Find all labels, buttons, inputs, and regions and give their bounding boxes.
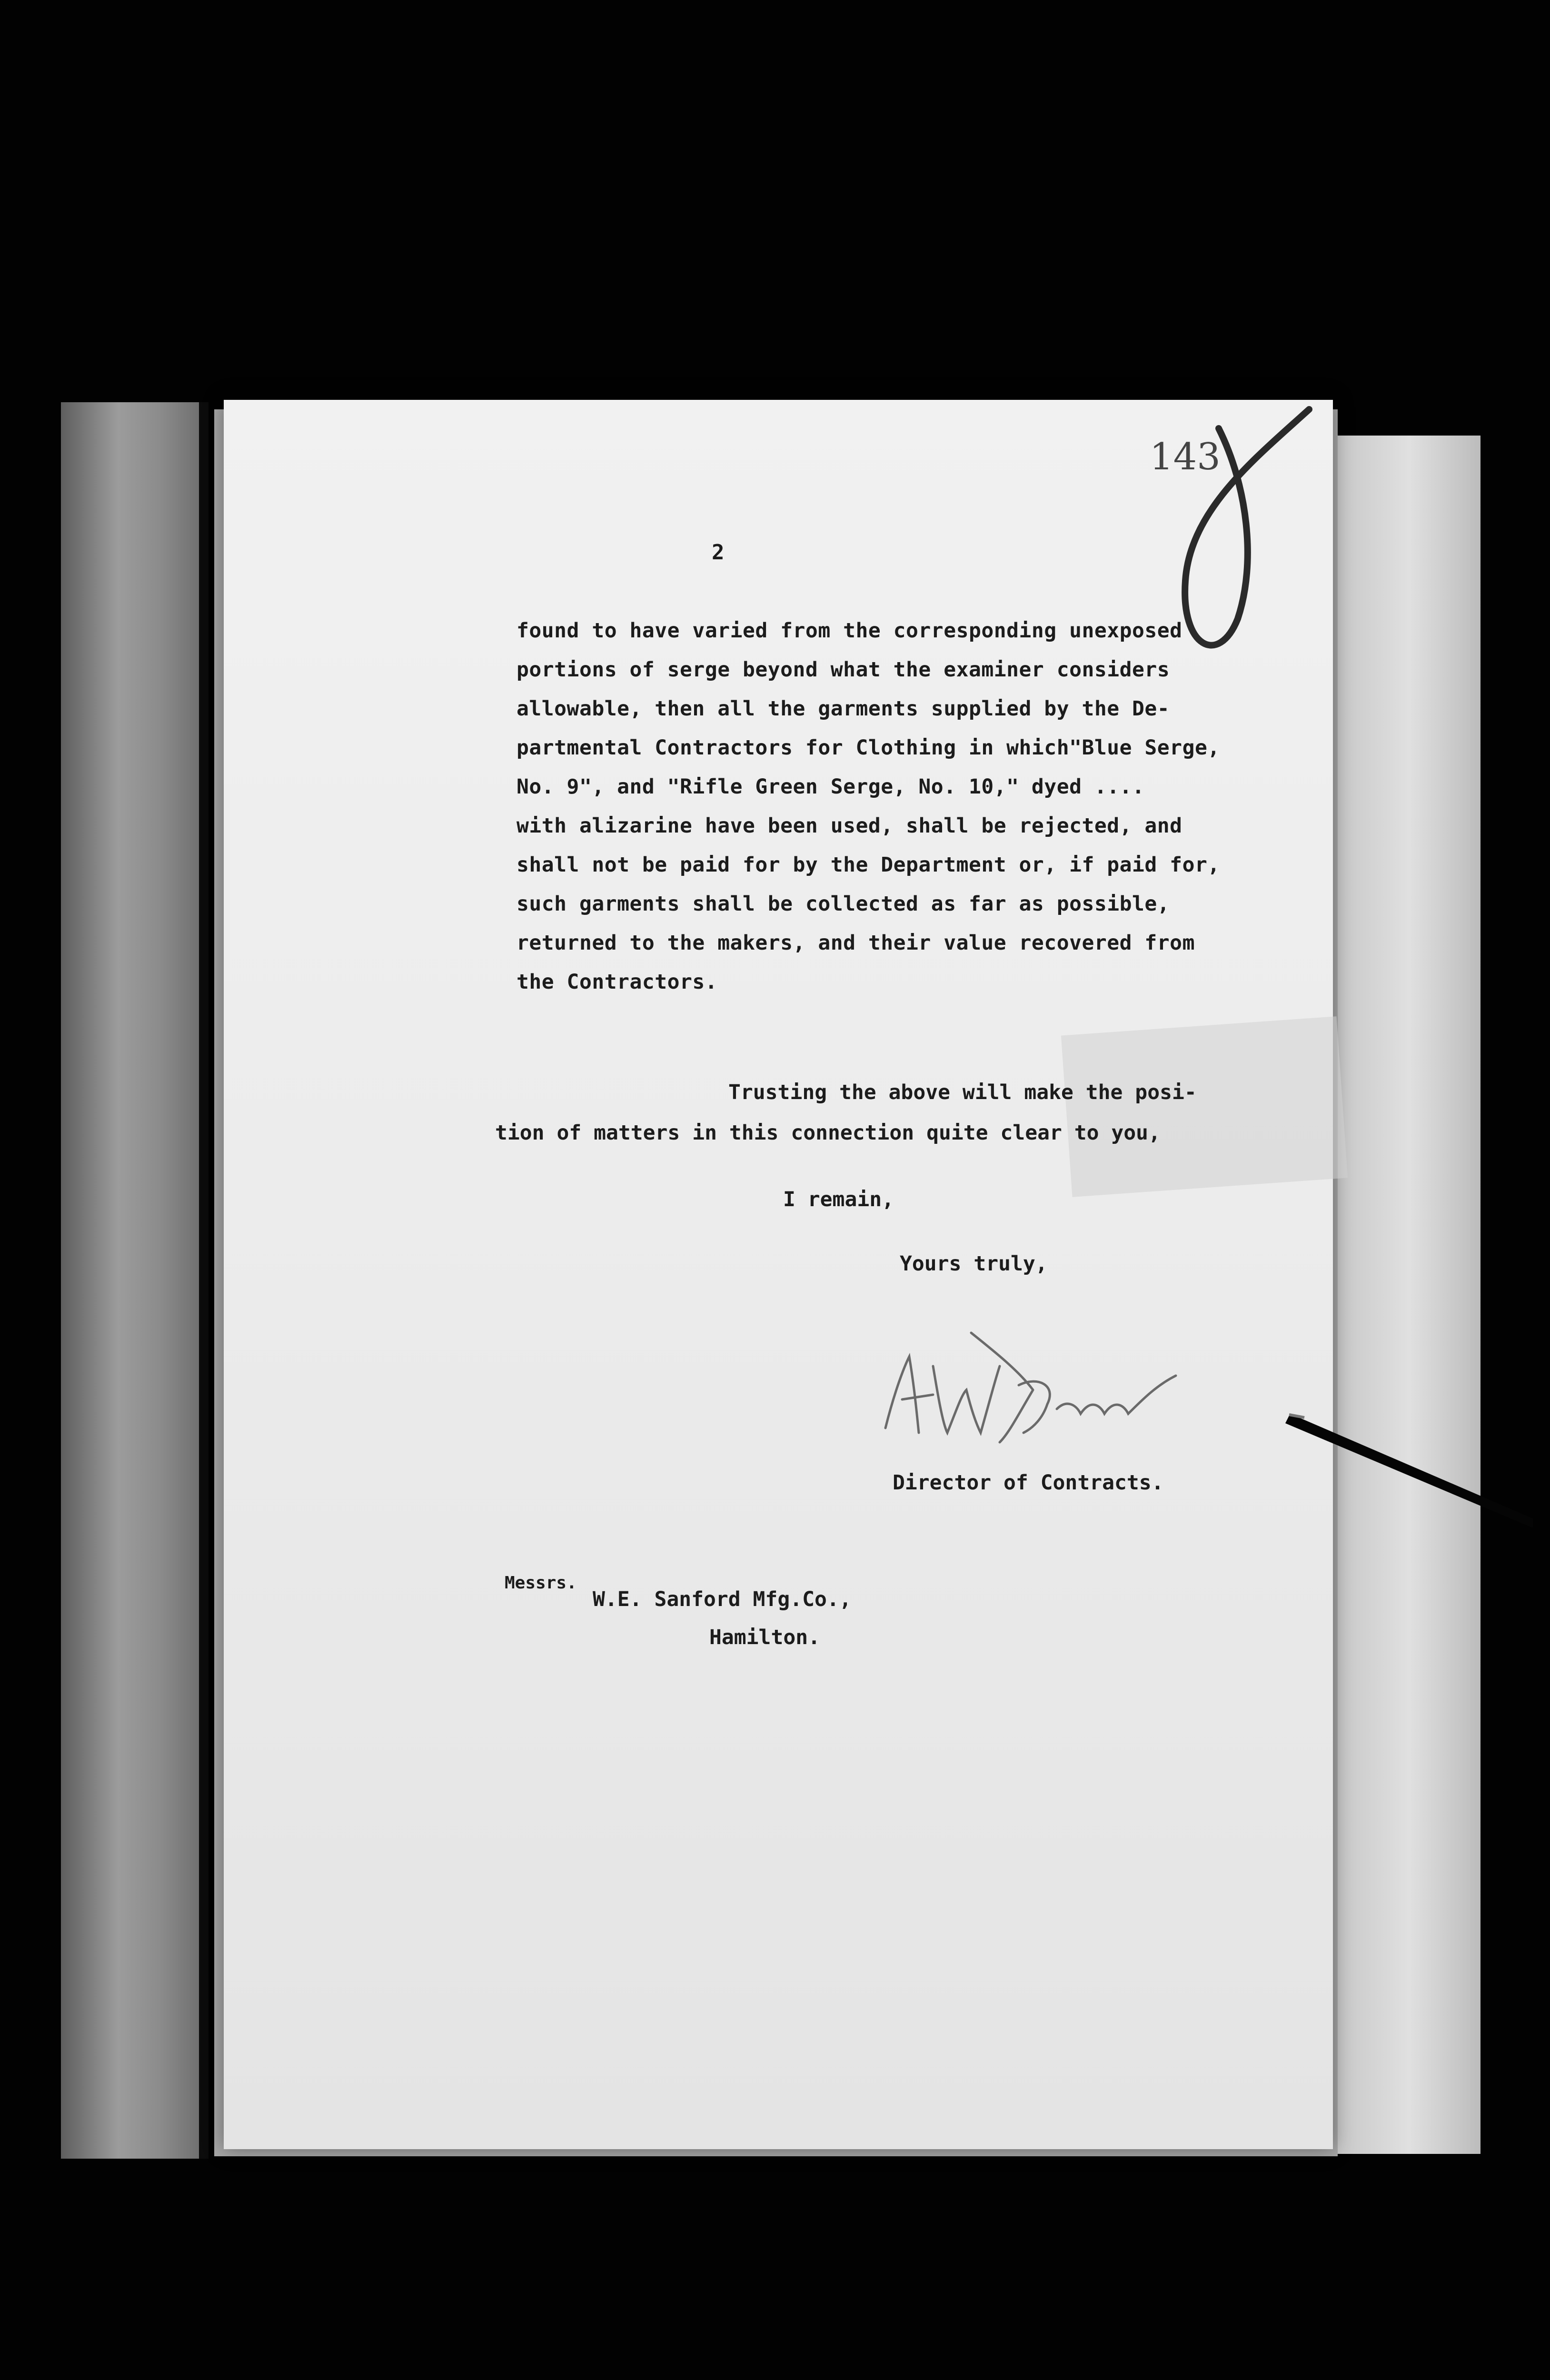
body-line: the Contractors. (517, 970, 718, 994)
body-line: portions of serge beyond what the examiner considers (517, 658, 1170, 682)
closing-yours-truly: Yours truly, (900, 1252, 1048, 1276)
body-line: shall not be paid for by the Department or, if paid for, (517, 853, 1220, 877)
sheet-edge-shadow (199, 402, 209, 2159)
body-line: with alizarine have been used, shall be rejected, and (517, 814, 1182, 838)
addressee-city: Hamilton. (709, 1626, 820, 1649)
page-number: 143 (1150, 436, 1221, 478)
pen-icon (1285, 1404, 1533, 1528)
underlying-sheet-left (61, 402, 204, 2159)
addressee-company: W.E. Sanford Mfg.Co., (593, 1587, 852, 1611)
body-line: returned to the makers, and their value recovered from (517, 931, 1195, 955)
closing-remain: I remain, (783, 1188, 894, 1211)
addressee-salutation: Messrs. (505, 1573, 577, 1593)
signature-icon (876, 1314, 1181, 1466)
body-line: such garments shall be collected as far as possible, (517, 892, 1170, 916)
paper-fold-strip (1061, 1016, 1348, 1197)
body-line: No. 9", and "Rifle Green Serge, No. 10," dyed .... (517, 775, 1145, 799)
body-line: allowable, then all the garments supplied by the De- (517, 697, 1170, 721)
body-line: found to have varied from the corresponding unexposed (517, 619, 1182, 643)
closing-paragraph-line-2: tion of matters in this connection quite clear to you, (495, 1121, 1161, 1145)
underlying-sheet-right (1338, 436, 1480, 2154)
signatory-title: Director of Contracts. (893, 1471, 1164, 1495)
body-line: partmental Contractors for Clothing in which"Blue Serge, (517, 736, 1220, 760)
sheet-number: 2 (712, 540, 725, 565)
closing-paragraph-line-1: Trusting the above will make the posi- (728, 1081, 1197, 1104)
